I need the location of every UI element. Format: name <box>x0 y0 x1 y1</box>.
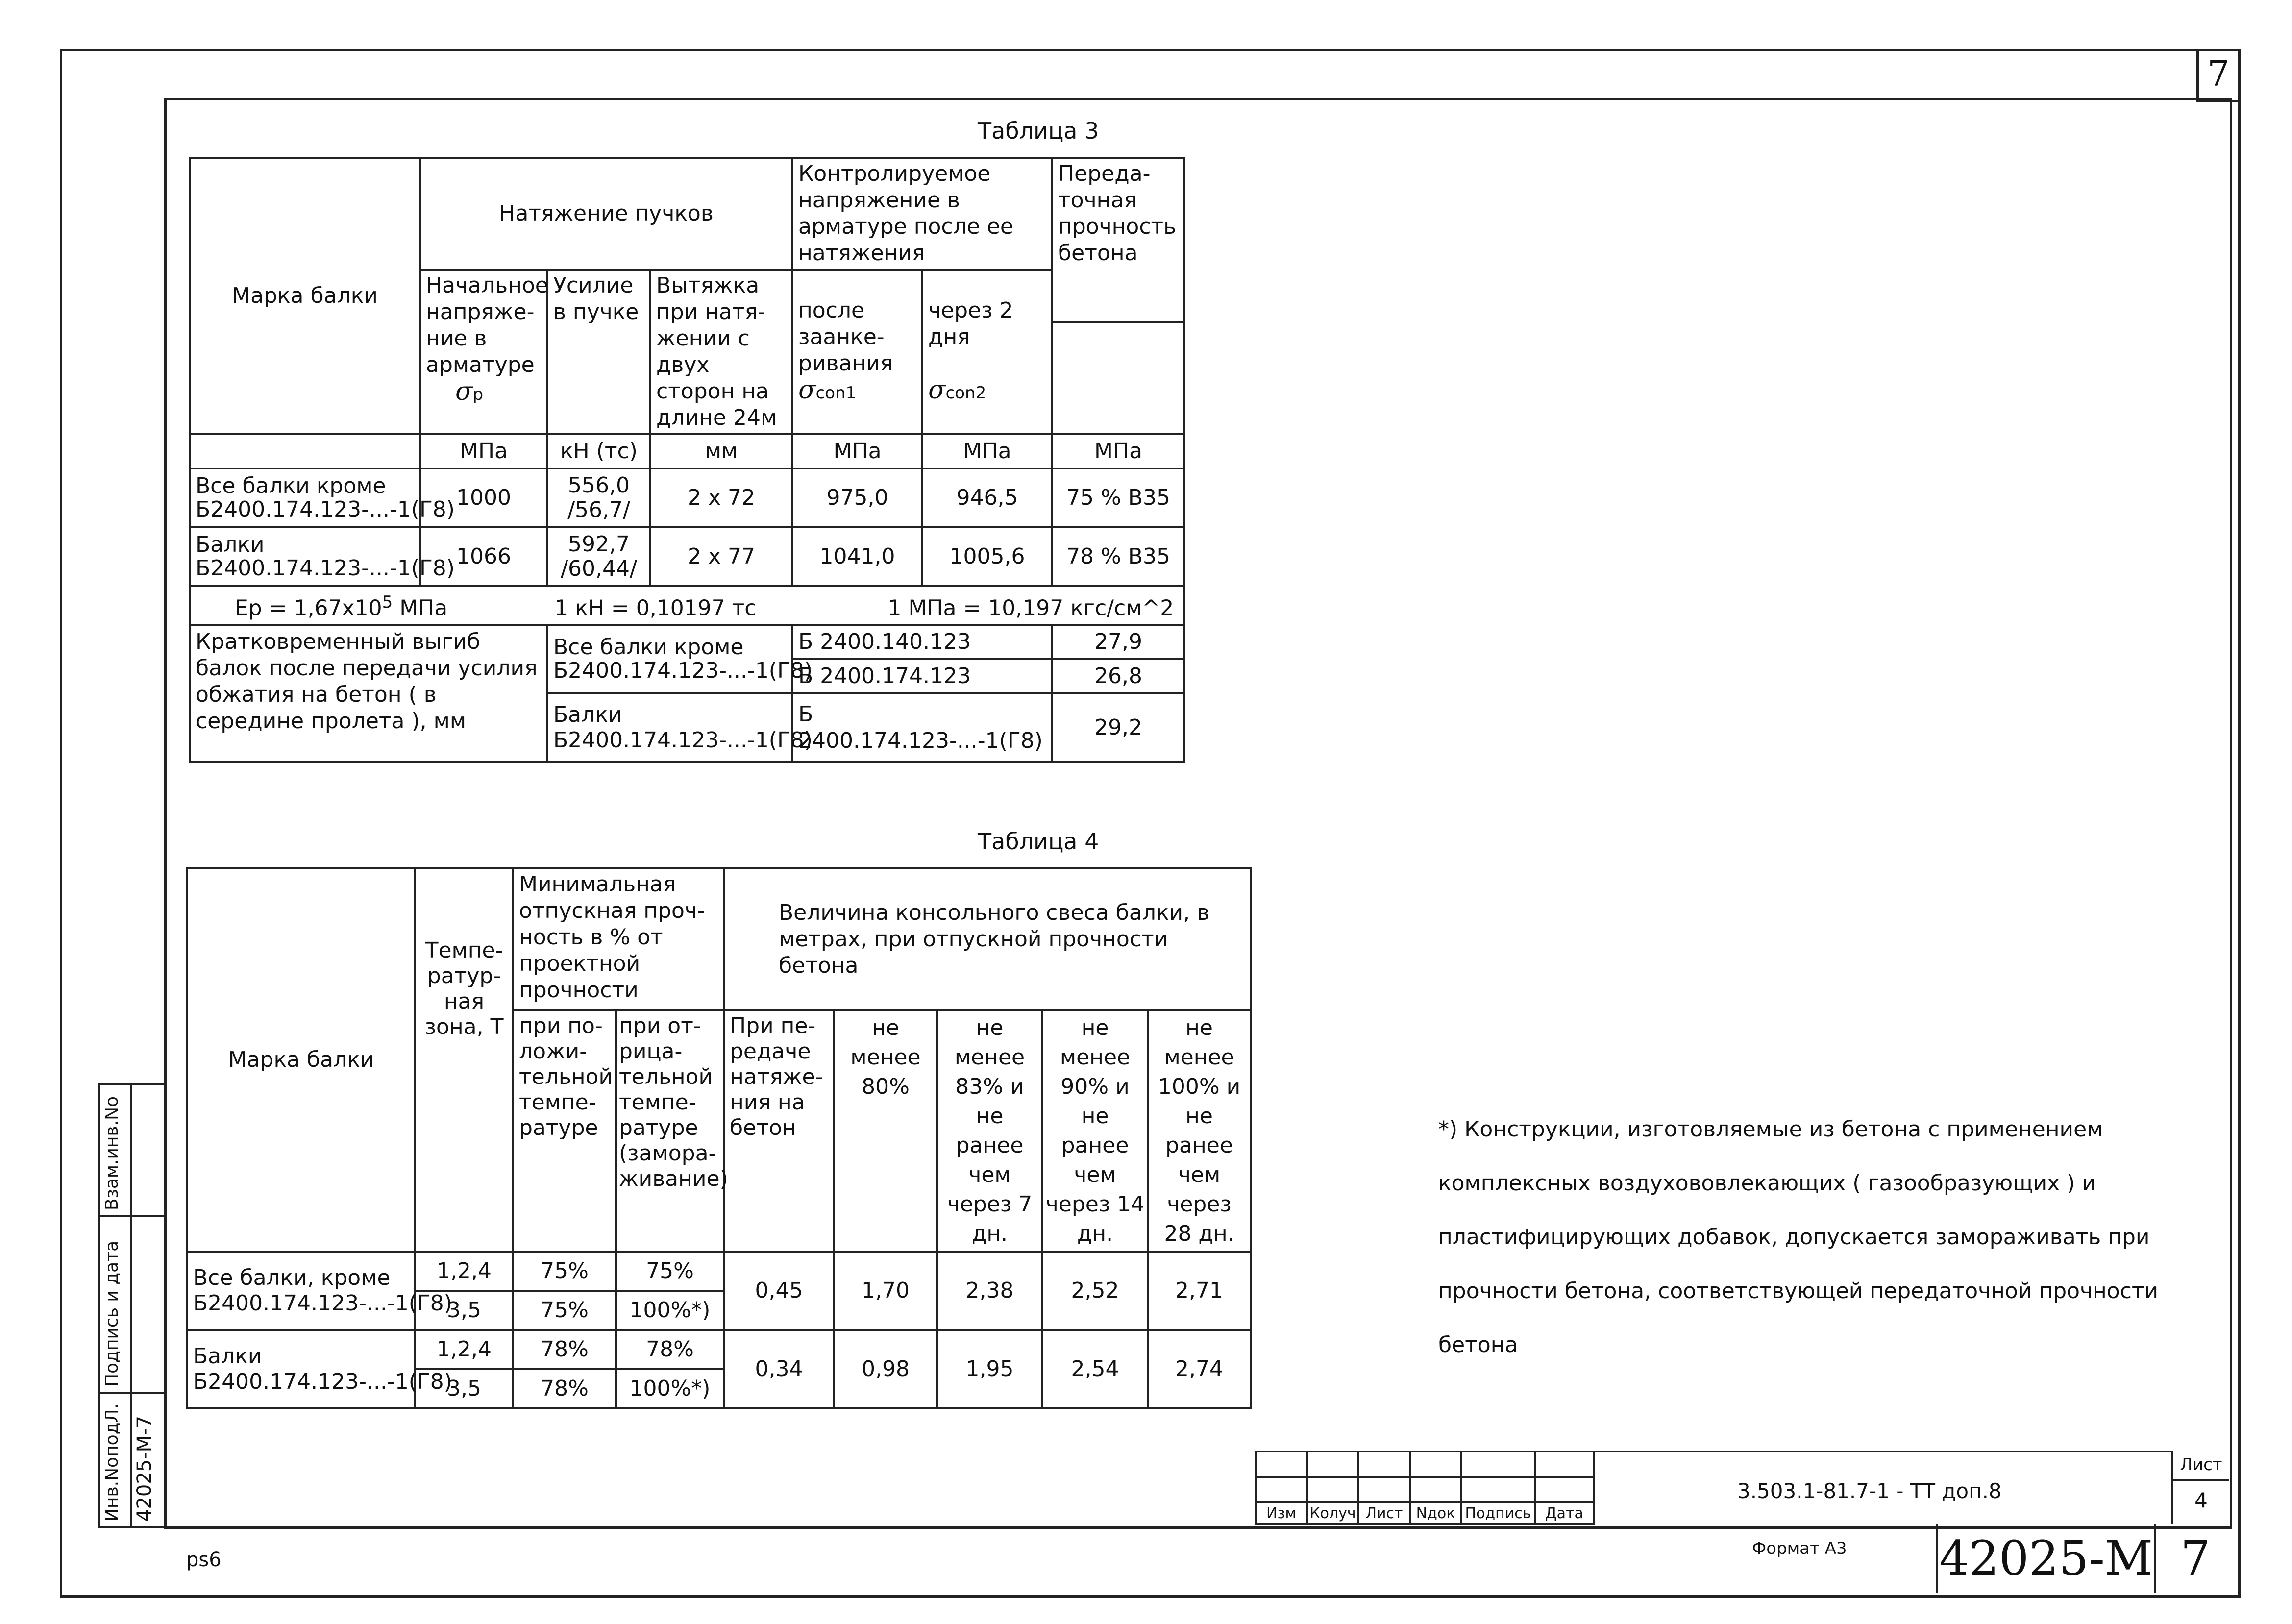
sheet-number: 4 <box>2194 1488 2208 1512</box>
t3-initial-text: Начальное напряже-ние в арматуре <box>426 273 548 377</box>
top-page-number-box <box>2196 49 2238 102</box>
t3-header-after2: через 2 дня σcon2 <box>922 270 1052 434</box>
t3-header-stretch: Вытяжка при натя-жении с двух сторон на длине 24м <box>650 270 792 434</box>
t3-unit: МПа <box>922 434 1052 468</box>
t3-defl-group2: Балки Б2400.174.123-...-1(Г8) <box>547 693 792 762</box>
t3-con1: con1 <box>815 383 857 403</box>
side-sign-label: Подпись и дата <box>102 1240 122 1387</box>
t3-defl-group1: Все балки кроме Б2400.174.123-...-1(Г8) <box>547 625 792 693</box>
t3-unit: МПа <box>420 434 547 468</box>
sheet-label: Лист <box>2173 1451 2229 1481</box>
t4-header-sub: При пе-редаче натяже-ния на бетон <box>724 1010 834 1252</box>
t4-header-sub: не менее 90% и не ранее чем через 14 дн. <box>1042 1010 1148 1252</box>
stamp-col: Изм <box>1256 1502 1307 1524</box>
t3-header-transfer: Переда-точная прочность бетона <box>1052 158 1184 322</box>
t3-con2: con2 <box>945 383 986 403</box>
t3-constants: Ер = $1,67х10^5$ МПа 1 кН = 0,10197 тс 1 МПа = 10,197 кгс/см^2 <box>190 586 1184 625</box>
archive-box <box>1936 1524 2156 1593</box>
table-row: Балки Б2400.174.123-...-1(Г8) 1066 592,7 /60,44/ 2 х 77 1041,0 1005,6 78 % В35 <box>190 527 1184 586</box>
t4-header-sub: не менее 80% <box>834 1010 937 1252</box>
t3-header-after: после заанке-ривания σcon1 <box>792 270 922 434</box>
table-row: Все балки кроме Б2400.174.123-...-1(Г8) 1000 556,0 /56,7/ 2 х 72 975,0 946,5 75 % В35 <box>190 468 1184 527</box>
table3-caption: Таблица 3 <box>978 118 1099 144</box>
t3-deflection-label: Кратковременный выгиб балок после передачи усилия обжатия на бетон ( в середине пролета ), мм <box>190 625 547 762</box>
page-number: 7 <box>2180 1531 2211 1586</box>
sheet-box <box>2171 1451 2229 1524</box>
t4-header-pos: при по-ложи-тельной темпе-ратуре <box>513 1010 616 1252</box>
t4-header-mark: Марка балки <box>187 868 415 1252</box>
stamp-col: Дата <box>1535 1502 1594 1524</box>
table4 <box>186 867 1252 1409</box>
t3-header-initial <box>420 270 547 434</box>
t4-mark: Балки Б2400.174.123-...-1(Г8) <box>187 1330 415 1408</box>
t3-header-tension: Натяжение пучков <box>420 158 792 270</box>
format-label: Формат А3 <box>1752 1539 1847 1558</box>
t3-unit: кН (тс) <box>547 434 650 468</box>
t3-unit: МПа <box>1052 434 1184 468</box>
t3-sigma-p: σp <box>455 377 484 406</box>
table4-caption: Таблица 4 <box>978 828 1099 855</box>
table-row: Все балки, кроме Б2400.174.123-...-1(Г8) 1,2,4 75% 75% 0,45 1,70 2,38 2,52 2,71 <box>187 1252 1251 1291</box>
stamp-col: Колуч <box>1307 1502 1358 1524</box>
side-inv-value: 42025-М-7 <box>133 1415 156 1522</box>
revision-stamp <box>1255 1451 1595 1525</box>
t4-header-neg: при от-рица-тельной темпе-ратуре (замора-живание) <box>616 1010 724 1252</box>
t3-unit: мм <box>650 434 792 468</box>
footer-left-label: ps6 <box>186 1549 222 1571</box>
t4-header-sub: не менее 83% и не ранее чем через 7 дн. <box>937 1010 1042 1252</box>
stamp-col: Подпись <box>1461 1502 1535 1524</box>
stamp-col: Nдок <box>1410 1502 1461 1524</box>
table3: Марка балки Натяжение пучков Контролируемое напряжение в арматуре после ее натяжения Переда-точная прочность бетона Начальное напряже-ние в арматуре σp Усилие в пучке Вытяжка при натя-жении с двух сторон на длине 24м после заанке-ривания σcon1 через 2 дня σcon2 МПа кН (тс) мм МПа МПа МПа Все балки кроме Б2400.174.123-...-1(Г8) 1000 556,0 /56,7/ 2 х 72 975,0 946,5 75 % В35 Балки Б2400.174.123-...-1(Г8) 1066 592,7 /60,44/ 2 х 77 1041,0 1005,6 78 % В35 Ер = $1,67х10^5$ МПа 1 кН = 0,10197 тс 1 МПа = 10,197 кгс/см^2 Кратковременный выгиб балок после передачи усилия обжатия на бетон ( в середине пролета ), мм Все балки кроме Б2400.174.123-...-1(Г8) Б 2400.140.123 27,9 Б 2400.174.123 26,8 Балки Б2400.174.123-...-1(Г8) Б 2400.174.123-...-1(Г8) 29,2 <box>189 157 1185 763</box>
t4-header-overhang: Величина консольного свеса балки, в метрах, при отпускной прочности бетона <box>724 868 1251 1010</box>
t4-header-sub: не менее 100% и не ранее чем через 28 дн. <box>1148 1010 1251 1252</box>
t3-header-control: Контролируемое напряжение в арматуре после ее натяжения <box>792 158 1052 270</box>
table-row: Балки Б2400.174.123-...-1(Г8) 1,2,4 78% 78% 0,34 0,98 1,95 2,54 2,74 <box>187 1330 1251 1369</box>
t4-mark: Все балки, кроме Б2400.174.123-...-1(Г8) <box>187 1252 415 1330</box>
archive-number: 42025-М <box>1939 1531 2153 1586</box>
t3-header-mark: Марка балки <box>190 158 420 434</box>
doc-code: 3.503.1-81.7-1 - ТТ доп.8 <box>1737 1479 2002 1503</box>
t3-header-force: Усилие в пучке <box>547 270 650 434</box>
side-replace-label: Взам.инв.No <box>102 1096 122 1210</box>
top-page-number: 7 <box>2207 53 2230 94</box>
table-row: 3,5 78% 100%*) <box>187 1369 1251 1408</box>
stamp-col: Лист <box>1358 1502 1410 1524</box>
footnote: *) Конструкции, изготовляемые из бетона с применением комплексных воздухововлекающих ( газообразующих ) и пластифицирующих добавок, допускается замораживать при прочности бетона, соответствующей передаточной прочности бетона <box>1438 1117 2159 1357</box>
t4-header-zone: Темпе-ратур-ная зона, Т <box>415 868 513 1252</box>
table-row: 3,5 75% 100%*) <box>187 1291 1251 1330</box>
t4-header-min: Минимальная отпускная проч-ность в % от проектной прочности <box>513 868 724 1010</box>
side-inv-label: Инв.NoподЛ. <box>102 1403 122 1522</box>
t3-unit: МПа <box>792 434 922 468</box>
t3-mark: Все балки кроме Б2400.174.123-...-1(Г8) <box>190 468 420 527</box>
t3-mark: Балки Б2400.174.123-...-1(Г8) <box>190 527 420 586</box>
